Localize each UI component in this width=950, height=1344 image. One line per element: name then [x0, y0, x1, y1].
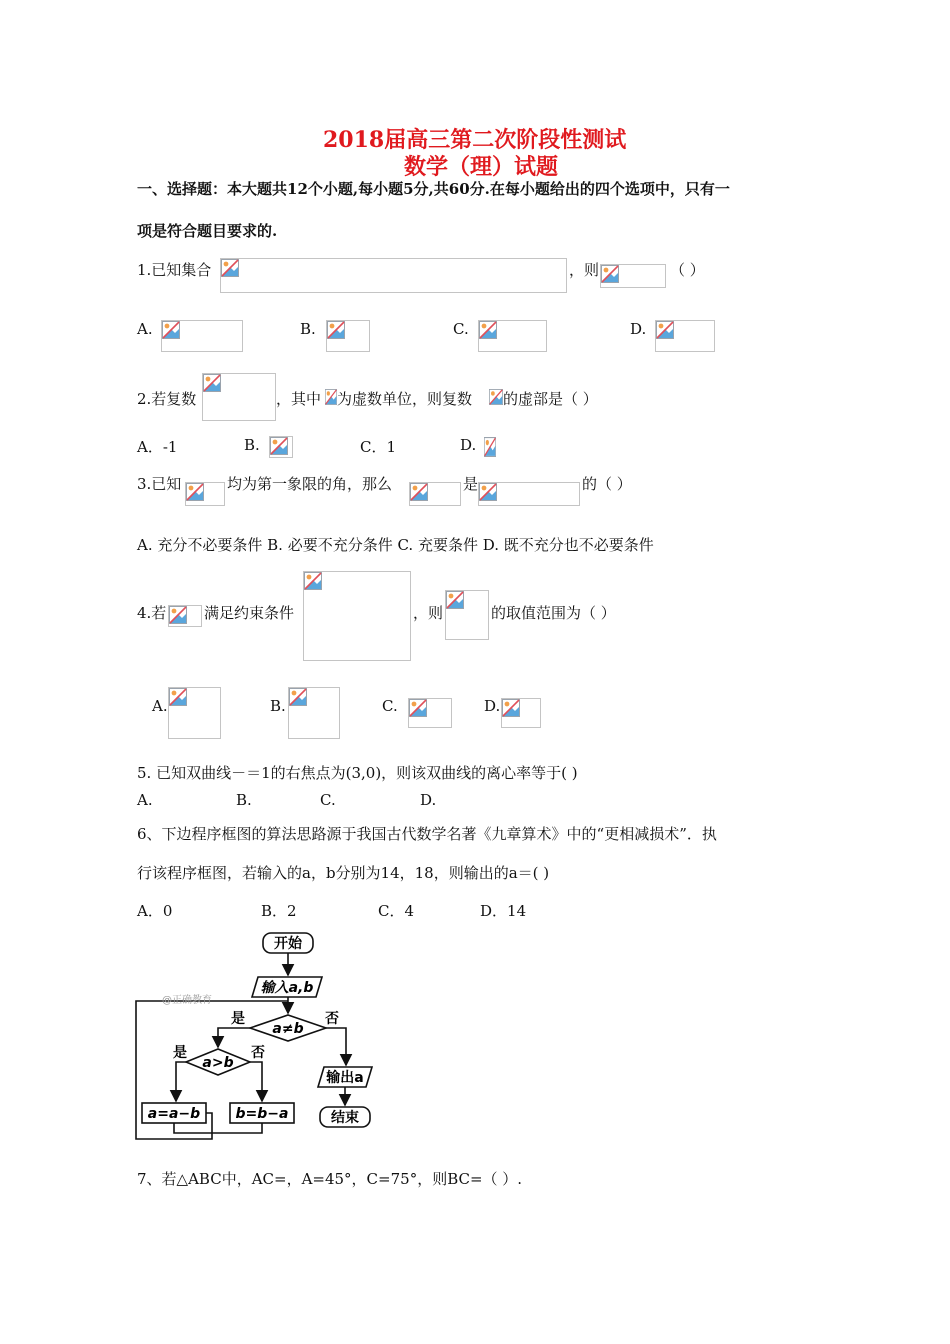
q1-paren: （ ）: [670, 261, 705, 279]
q1-option-c-formula: [478, 320, 547, 352]
q4-option-c-formula: [408, 698, 452, 728]
q5-option-a: A.: [137, 791, 153, 809]
q4-option-d: D.: [484, 697, 501, 715]
q5-text: 5. 已知双曲线－＝1的右焦点为(3,0)，则该双曲线的离心率等于( ): [137, 764, 578, 782]
flow-assign-b-label: b=b−a: [235, 1106, 289, 1122]
broken-image-icon: [479, 321, 497, 339]
q4-variables-formula: [168, 605, 202, 627]
q5-option-d: D.: [420, 791, 437, 809]
flow-cond1-no: 否: [325, 1011, 339, 1027]
q4-prefix: 4.若: [137, 604, 167, 622]
q6-line2: 行该程序框图，若输入的a，b分别为14，18，则输出的a＝( ): [137, 864, 550, 882]
section-instructions-line2: 项是符合题目要求的.: [137, 222, 278, 240]
q1-option-b-formula: [326, 320, 370, 352]
q6-option-a: A．0: [137, 902, 173, 920]
q4-option-c: C.: [382, 697, 398, 715]
q2-option-b-formula: [269, 436, 293, 458]
q1-prefix: 1.已知集合: [137, 261, 212, 279]
q7-text: 7、若△ABC中，AC=，A=45°，C=75°，则BC=（ ）.: [137, 1170, 523, 1188]
q2-option-a: A．-1: [137, 438, 178, 456]
q1-option-d-formula: [655, 320, 715, 352]
program-flowchart: [130, 925, 390, 1147]
q3-suffix: 的（ ）: [582, 475, 632, 493]
q1-result-formula: [600, 264, 666, 288]
broken-image-icon: [656, 321, 674, 339]
q3-prefix: 3.已知: [137, 475, 182, 493]
q1-option-c: C.: [453, 320, 469, 338]
q2-option-c: C．1: [360, 438, 397, 456]
broken-image-icon: [325, 389, 337, 405]
q4-option-d-formula: [501, 698, 541, 728]
q4-mid1: 满足约束条件: [204, 604, 295, 622]
q4-objective-formula: [445, 590, 489, 640]
q1-option-a: A.: [137, 320, 153, 338]
broken-image-icon: [169, 606, 187, 624]
q3-options: A. 充分不必要条件 B. 必要不充分条件 C. 充要条件 D. 既不充分也不必要条件: [137, 536, 654, 554]
q2-complex-formula: [202, 373, 276, 421]
broken-image-icon: [489, 389, 503, 405]
flow-cond1-yes: 是: [231, 1011, 245, 1027]
flow-input-label: 输入a,b: [260, 980, 314, 996]
flow-end-label: 结束: [331, 1110, 359, 1126]
q2-prefix: 2.若复数: [137, 390, 197, 408]
flow-start-label: 开始: [274, 936, 302, 952]
flow-cond2-yes: 是: [173, 1045, 187, 1061]
broken-image-icon: [203, 374, 221, 392]
broken-image-icon: [289, 688, 307, 706]
flow-cond2-no: 否: [251, 1045, 265, 1061]
q1-option-a-formula: [161, 320, 243, 352]
q5-option-b: B.: [236, 791, 252, 809]
q2-suffix: 的虚部是（ ）: [503, 390, 598, 408]
q2-option-d: D.: [460, 436, 477, 454]
q6-line1: 6、下边程序框图的算法思路源于我国古代数学名著《九章算术》中的“更相减损术”．执: [137, 825, 717, 843]
q4-option-b-formula: [288, 687, 340, 739]
broken-image-icon: [601, 265, 619, 283]
broken-image-icon: [304, 572, 322, 590]
section-instructions-line1: 一、选择题：本大题共12个小题,每小题5分,共60分.在每小题给出的四个选项中，只有一: [137, 180, 730, 198]
exam-subtitle: 数学（理）试题: [404, 154, 559, 180]
flow-cond1-label: a≠b: [272, 1021, 304, 1037]
q2-option-b: B.: [244, 436, 260, 454]
flow-watermark: @正确教育: [162, 995, 212, 1006]
q3-mid1: 均为第一象限的角，那么: [227, 475, 393, 493]
q4-constraints-formula: [303, 571, 411, 661]
broken-image-icon: [169, 688, 187, 706]
q6-option-b: B．2: [261, 902, 297, 920]
q4-option-b: B.: [270, 697, 286, 715]
exam-title: 2018届高三第二次阶段性测试: [323, 127, 627, 153]
q1-option-b: B.: [300, 320, 316, 338]
q6-option-d: D．14: [480, 902, 527, 920]
broken-image-icon: [162, 321, 180, 339]
q5-option-c: C.: [320, 791, 336, 809]
q4-option-a: A.: [152, 697, 168, 715]
q2-mid1: ，其中: [276, 390, 322, 408]
flow-assign-a-label: a=a−b: [147, 1106, 201, 1122]
broken-image-icon: [479, 483, 497, 501]
q3-mid2: 是: [463, 475, 479, 493]
broken-image-icon: [221, 259, 239, 277]
q2-mid2: 为虚数单位，则复数: [337, 390, 473, 408]
broken-image-icon: [270, 437, 288, 455]
broken-image-icon: [409, 699, 427, 717]
q6-option-c: C．4: [378, 902, 415, 920]
broken-image-icon: [446, 591, 464, 609]
q3-condition2-formula: [478, 482, 580, 506]
flow-cond2-label: a>b: [202, 1055, 234, 1071]
q4-mid2: ，则: [413, 604, 444, 622]
q1-mid: ，则: [569, 261, 600, 279]
broken-image-icon: [484, 437, 496, 457]
q1-set-formula: [220, 258, 567, 293]
q3-angles-formula: [185, 482, 225, 506]
q4-suffix: 的取值范围为（ ）: [491, 604, 616, 622]
broken-image-icon: [410, 483, 428, 501]
flow-output-label: 输出a: [326, 1070, 364, 1086]
q3-condition1-formula: [409, 482, 461, 506]
broken-image-icon: [327, 321, 345, 339]
q1-option-d: D.: [630, 320, 647, 338]
q4-option-a-formula: [168, 687, 221, 739]
broken-image-icon: [186, 483, 204, 501]
broken-image-icon: [502, 699, 520, 717]
